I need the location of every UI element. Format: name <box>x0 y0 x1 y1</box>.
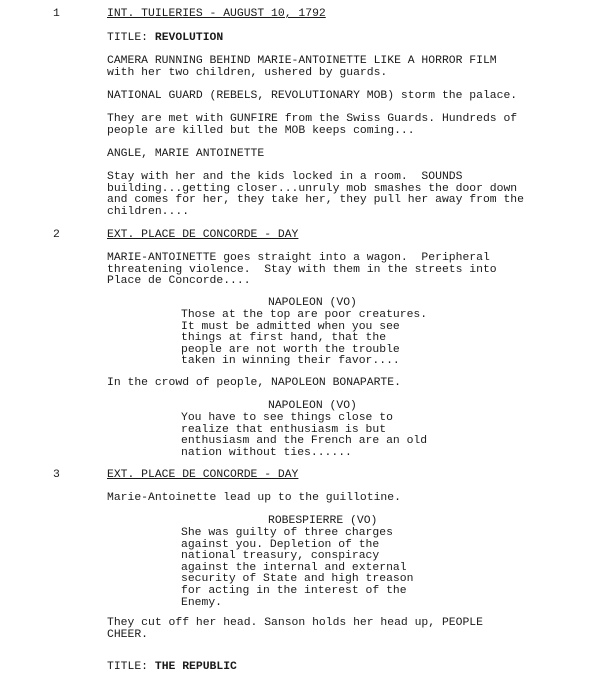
action-line: They are met with GUNFIRE from the Swiss Guards. Hundreds of people are killed but the MOB keeps coming... <box>107 113 518 137</box>
scene-heading: EXT. PLACE DE CONCORDE - DAY <box>107 469 299 481</box>
scene-number: 1 <box>53 8 60 20</box>
title-card <box>107 33 577 45</box>
title-card <box>107 662 577 674</box>
action-line: Stay with her and the kids locked in a room. SOUNDS building...getting closer...unruly mob smashes the door down and comes for her, they take her, they pull her away from the children.... <box>107 171 524 218</box>
dialogue: Those at the top are poor creatures. It must be admitted when you see things at first hand, that the people are not worth the trouble taken in winning their favor.... <box>181 309 428 368</box>
action-line: ANGLE, MARIE ANTOINETTE <box>107 148 265 160</box>
action-line: NATIONAL GUARD (REBELS, REVOLUTIONARY MOB) storm the palace. <box>107 90 518 102</box>
action-line: In the crowd of people, NAPOLEON BONAPARTE. <box>107 377 401 389</box>
action-line: Marie-Antoinette lead up to the guillotine. <box>107 492 401 504</box>
action-line: MARIE-ANTOINETTE goes straight into a wagon. Peripheral threatening violence. Stay with them in the streets into Place de Concorde.... <box>107 252 497 288</box>
scene-heading: EXT. PLACE DE CONCORDE - DAY <box>107 229 299 241</box>
scene-number: 3 <box>53 469 60 481</box>
action-line: They cut off her head. Sanson holds her head up, PEOPLE CHEER. <box>107 617 483 641</box>
character-cue: ROBESPIERRE (VO) <box>268 515 378 527</box>
action-line: CAMERA RUNNING BEHIND MARIE-ANTOINETTE LIKE A HORROR FILM with her two children, ushered by guards. <box>107 55 497 79</box>
dialogue: You have to see things close to realize that enthusiasm is but enthusiasm and the French are an old nation without ties...... <box>181 412 428 459</box>
title-prefix: TITLE: <box>107 32 155 44</box>
title-prefix: TITLE: <box>107 661 155 673</box>
scene-heading: INT. TUILERIES - AUGUST 10, 1792 <box>107 8 326 20</box>
dialogue: She was guilty of three charges against you. Depletion of the national treasury, conspiracy against the internal and external security of State and high treason for acting in the interest of the Enemy. <box>181 527 414 609</box>
scene-number: 2 <box>53 229 60 241</box>
character-cue: NAPOLEON (VO) <box>268 297 357 309</box>
character-cue: NAPOLEON (VO) <box>268 400 357 412</box>
title-value: REVOLUTION <box>154 32 224 44</box>
title-value: THE REPUBLIC <box>154 661 237 673</box>
